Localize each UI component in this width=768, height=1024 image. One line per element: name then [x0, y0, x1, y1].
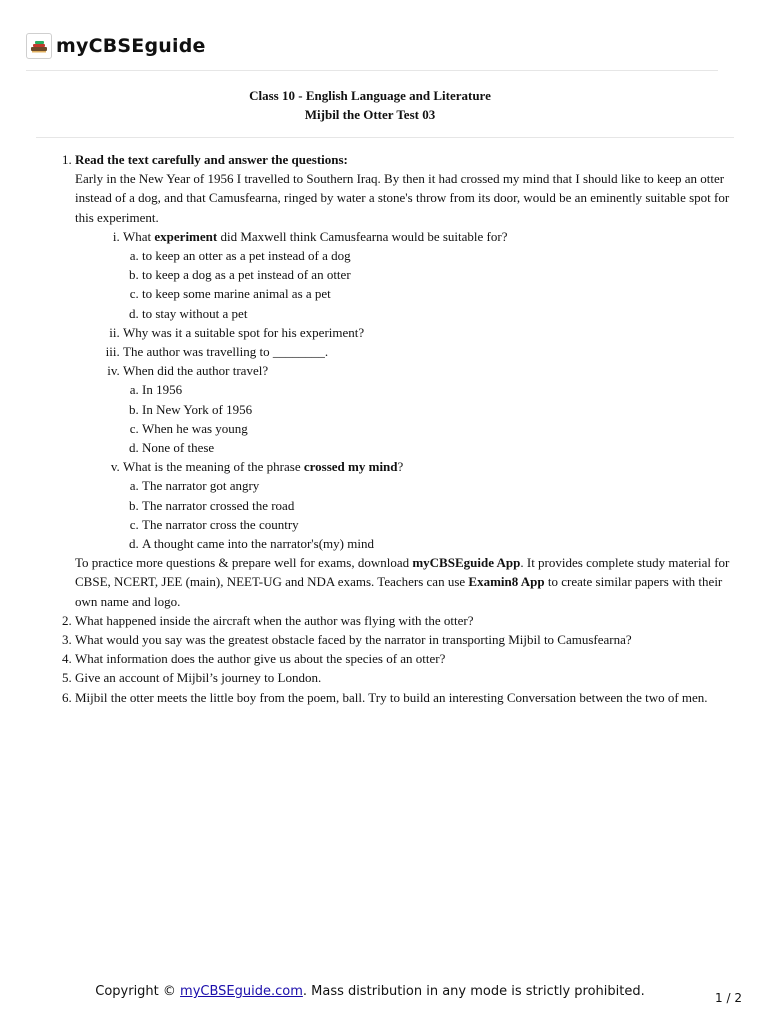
passage-text: Early in the New Year of 1956 I travelled to Southern Iraq. By then it had crossed my mind that I should like to keep an otter instead of a dog, and that Camusfearna, ringed by water a stone's throw from its door, would be an eminently suitable spot for this experiment.	[75, 171, 730, 225]
sub-question-4-text: When did the author travel?	[123, 363, 269, 379]
option: c. When he was young	[142, 419, 730, 438]
question-3: 3. What would you say was the greatest obstacle faced by the narrator in transporting Mijbil to Camusfearna?	[75, 630, 730, 649]
sub-question-1-text-end: did Maxwell think Camusfearna would be suitable for?	[217, 228, 508, 244]
option: a. In 1956	[142, 380, 730, 399]
promo-app-name: myCBSEguide App	[412, 555, 521, 571]
sub-question-3	[123, 342, 730, 361]
sub-question-1-text: What	[123, 228, 155, 244]
site-link[interactable]: myCBSEguide.com	[180, 984, 303, 999]
option: d. None of these	[142, 438, 730, 457]
option: b. In New York of 1956	[142, 400, 730, 419]
sub-question-list	[75, 227, 730, 553]
sub-question-3-text: The author was travelling to ________.	[123, 344, 329, 360]
question-1-heading: Read the text carefully and answer the questions:	[75, 152, 348, 167]
question-2: 2. What happened inside the aircraft when the author was flying with the otter?	[75, 611, 730, 630]
title-divider	[36, 137, 734, 138]
option: b. to keep a dog as a pet instead of an otter	[142, 265, 730, 284]
page-number: 1 / 2	[715, 991, 742, 1005]
sub-question-5	[123, 457, 730, 553]
copyright-footer	[0, 984, 740, 999]
class-title: Class 10 - English Language and Literature	[249, 88, 491, 103]
question-6: 6. Mijbil the otter meets the little boy from the poem, ball. Try to build an interesting Conversation between the two of men.	[75, 688, 730, 707]
promo-text-part: To practice more questions & prepare well for exams, download	[75, 555, 413, 571]
header-divider	[26, 70, 718, 71]
option: b. The narrator crossed the road	[142, 496, 730, 515]
sub-question-2	[123, 323, 730, 342]
question-paper	[40, 150, 730, 707]
copyright-text: Copyright ©	[95, 984, 181, 999]
promo-text-part: to create similar papers with their own name and logo.	[75, 574, 723, 609]
promo-text-part: . It provides complete study material for CBSE, NCERT, JEE (main), NEET-UG and NDA exams. Teachers can use	[75, 555, 730, 590]
promo-text	[75, 553, 730, 611]
sub-question-5-emphasis: crossed my mind	[303, 459, 398, 475]
brand-name: myCBSEguide	[56, 35, 206, 57]
options-list	[123, 476, 730, 553]
option: c. The narrator cross the country	[142, 515, 730, 534]
sub-question-2-text: Why was it a suitable spot for his experiment?	[123, 324, 365, 340]
option: d. to stay without a pet	[142, 304, 730, 323]
question-5: 5. Give an account of Mijbil’s journey to London.	[75, 668, 730, 687]
document-title	[0, 86, 740, 124]
options-list	[123, 246, 730, 323]
question-list	[40, 150, 730, 707]
test-title: Mijbil the Otter Test 03	[304, 107, 436, 122]
mycbseguide-logo-icon	[26, 33, 52, 59]
copyright-notice: . Mass distribution in any mode is strictly prohibited.	[302, 984, 645, 999]
option: a. to keep an otter as a pet instead of a dog	[142, 246, 730, 265]
option: a. The narrator got angry	[142, 476, 730, 495]
promo-examin8-name: Examin8 App	[468, 574, 545, 590]
question-1	[75, 150, 730, 611]
sub-question-1	[123, 227, 730, 323]
sub-question-5-text: What is the meaning of the phrase	[123, 459, 304, 475]
sub-question-1-emphasis: experiment	[154, 228, 218, 244]
site-header	[26, 30, 206, 62]
sub-question-4	[123, 361, 730, 457]
option: d. A thought came into the narrator's(my) mind	[142, 534, 730, 553]
sub-question-5-text-end: ?	[397, 459, 404, 475]
option: c. to keep some marine animal as a pet	[142, 284, 730, 303]
question-4: 4. What information does the author give us about the species of an otter?	[75, 649, 730, 668]
options-list	[123, 380, 730, 457]
